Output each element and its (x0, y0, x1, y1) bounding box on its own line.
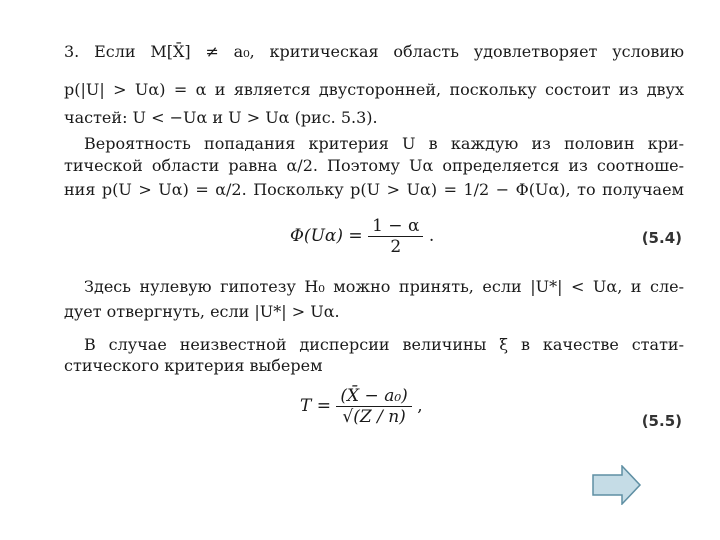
equation-5-4-lhs: Φ(Uα) = (290, 226, 363, 246)
equation-5-4-tail: . (428, 226, 435, 246)
next-slide-button[interactable] (592, 465, 642, 505)
paragraph-1-line-2: p(|U| > Uα) = α и является двусторонней, поскольку состоит из двух (64, 80, 684, 99)
equation-5-5-fraction (336, 386, 411, 427)
paragraph-1-line-1: 3. Если M[X̄] ≠ a₀, критическая область удовлетворяет условию (64, 42, 684, 61)
equation-5-4 (290, 216, 434, 257)
paragraph-2-line-1: Вероятность попадания критерия U в каждую из половин кри- (84, 134, 684, 153)
equation-5-4-fraction (368, 216, 423, 257)
equation-5-5-number: (5.5) (641, 412, 682, 430)
paragraph-1-line-3: частей: U < −Uα и U > Uα (рис. 5.3). (64, 108, 378, 127)
equation-5-4-number: (5.4) (641, 229, 682, 247)
paragraph-4-line-2: стического критерия выберем (64, 356, 323, 375)
paragraph-3-line-1: Здесь нулевую гипотезу H₀ можно принять, если |U*| < Uα, и сле- (84, 277, 684, 296)
equation-5-4-numerator: 1 − α (368, 216, 423, 237)
paragraph-3-line-2: дует отвергнуть, если |U*| > Uα. (64, 302, 340, 321)
equation-5-5-numerator: (X̄ − a₀) (336, 386, 411, 407)
paragraph-2-line-3: ния p(U > Uα) = α/2. Поскольку p(U > Uα) = 1/2 − Φ(Uα), то получаем (64, 180, 684, 199)
equation-5-5 (300, 386, 423, 427)
equation-5-4-denominator: 2 (390, 237, 402, 257)
paragraph-4-line-1: В случае неизвестной дисперсии величины ξ в качестве стати- (84, 335, 684, 354)
equation-5-5-denominator: √(Z / n) (342, 407, 406, 427)
arrow-right-icon[interactable] (593, 466, 640, 504)
equation-5-5-tail: , (417, 396, 423, 416)
equation-5-5-lhs: T = (300, 396, 331, 416)
paragraph-2-line-2: тической области равна α/2. Поэтому Uα определяется из соотноше- (64, 156, 684, 175)
